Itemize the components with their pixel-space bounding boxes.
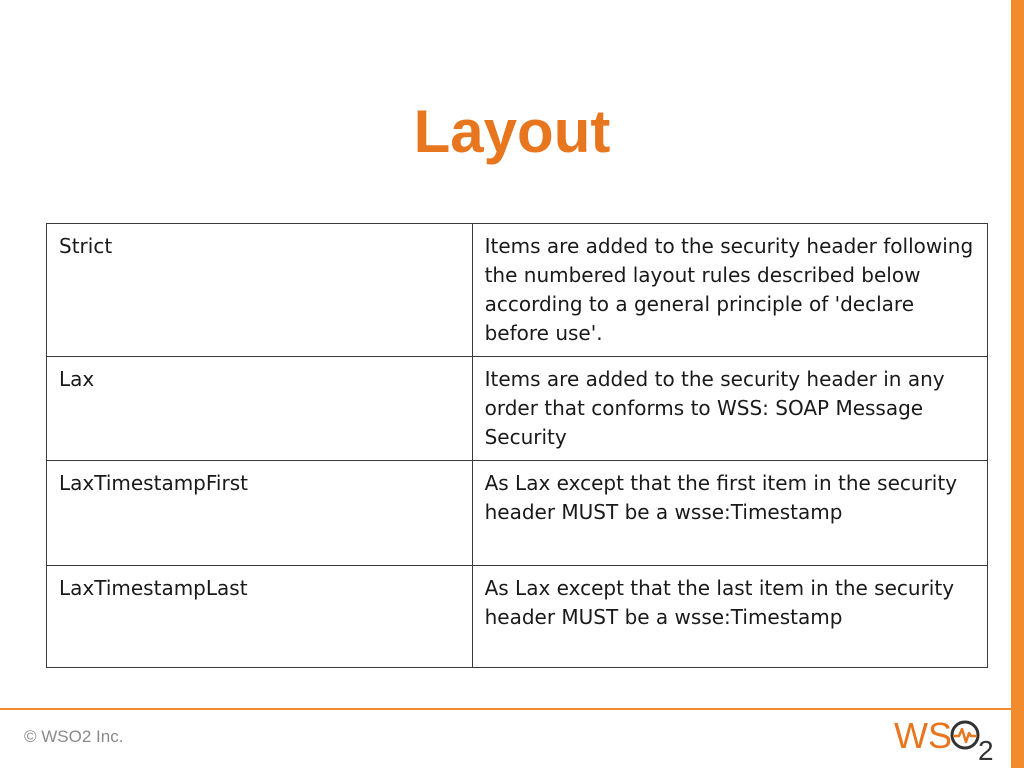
- layout-description-cell: As Lax except that the last item in the security header MUST be a wsse:Timestamp: [472, 566, 987, 668]
- layout-name-cell: Lax: [47, 357, 473, 461]
- layout-description-cell: Items are added to the security header in any order that conforms to WSS: SOAP Message Security: [472, 357, 987, 461]
- slide-title: Layout: [413, 98, 611, 165]
- svg-text:2: 2: [978, 735, 994, 764]
- table-row: [47, 224, 988, 357]
- wso2-logo: [892, 712, 1004, 764]
- layout-table: [46, 223, 988, 668]
- layout-name-cell: Strict: [47, 224, 473, 357]
- layout-description-cell: As Lax except that the first item in the security header MUST be a wsse:Timestamp: [472, 461, 987, 566]
- layout-description-cell: Items are added to the security header following the numbered layout rules described below according to a general principle of 'declare before use'.: [472, 224, 987, 357]
- table-row: [47, 566, 988, 668]
- layout-name-cell: LaxTimestampLast: [47, 566, 473, 668]
- copyright-text: © WSO2 Inc.: [24, 727, 124, 746]
- table-row: [47, 461, 988, 566]
- layout-name-cell: LaxTimestampFirst: [47, 461, 473, 566]
- svg-text:WS: WS: [894, 715, 952, 756]
- footer-divider: [0, 708, 1011, 710]
- table-row: [47, 357, 988, 461]
